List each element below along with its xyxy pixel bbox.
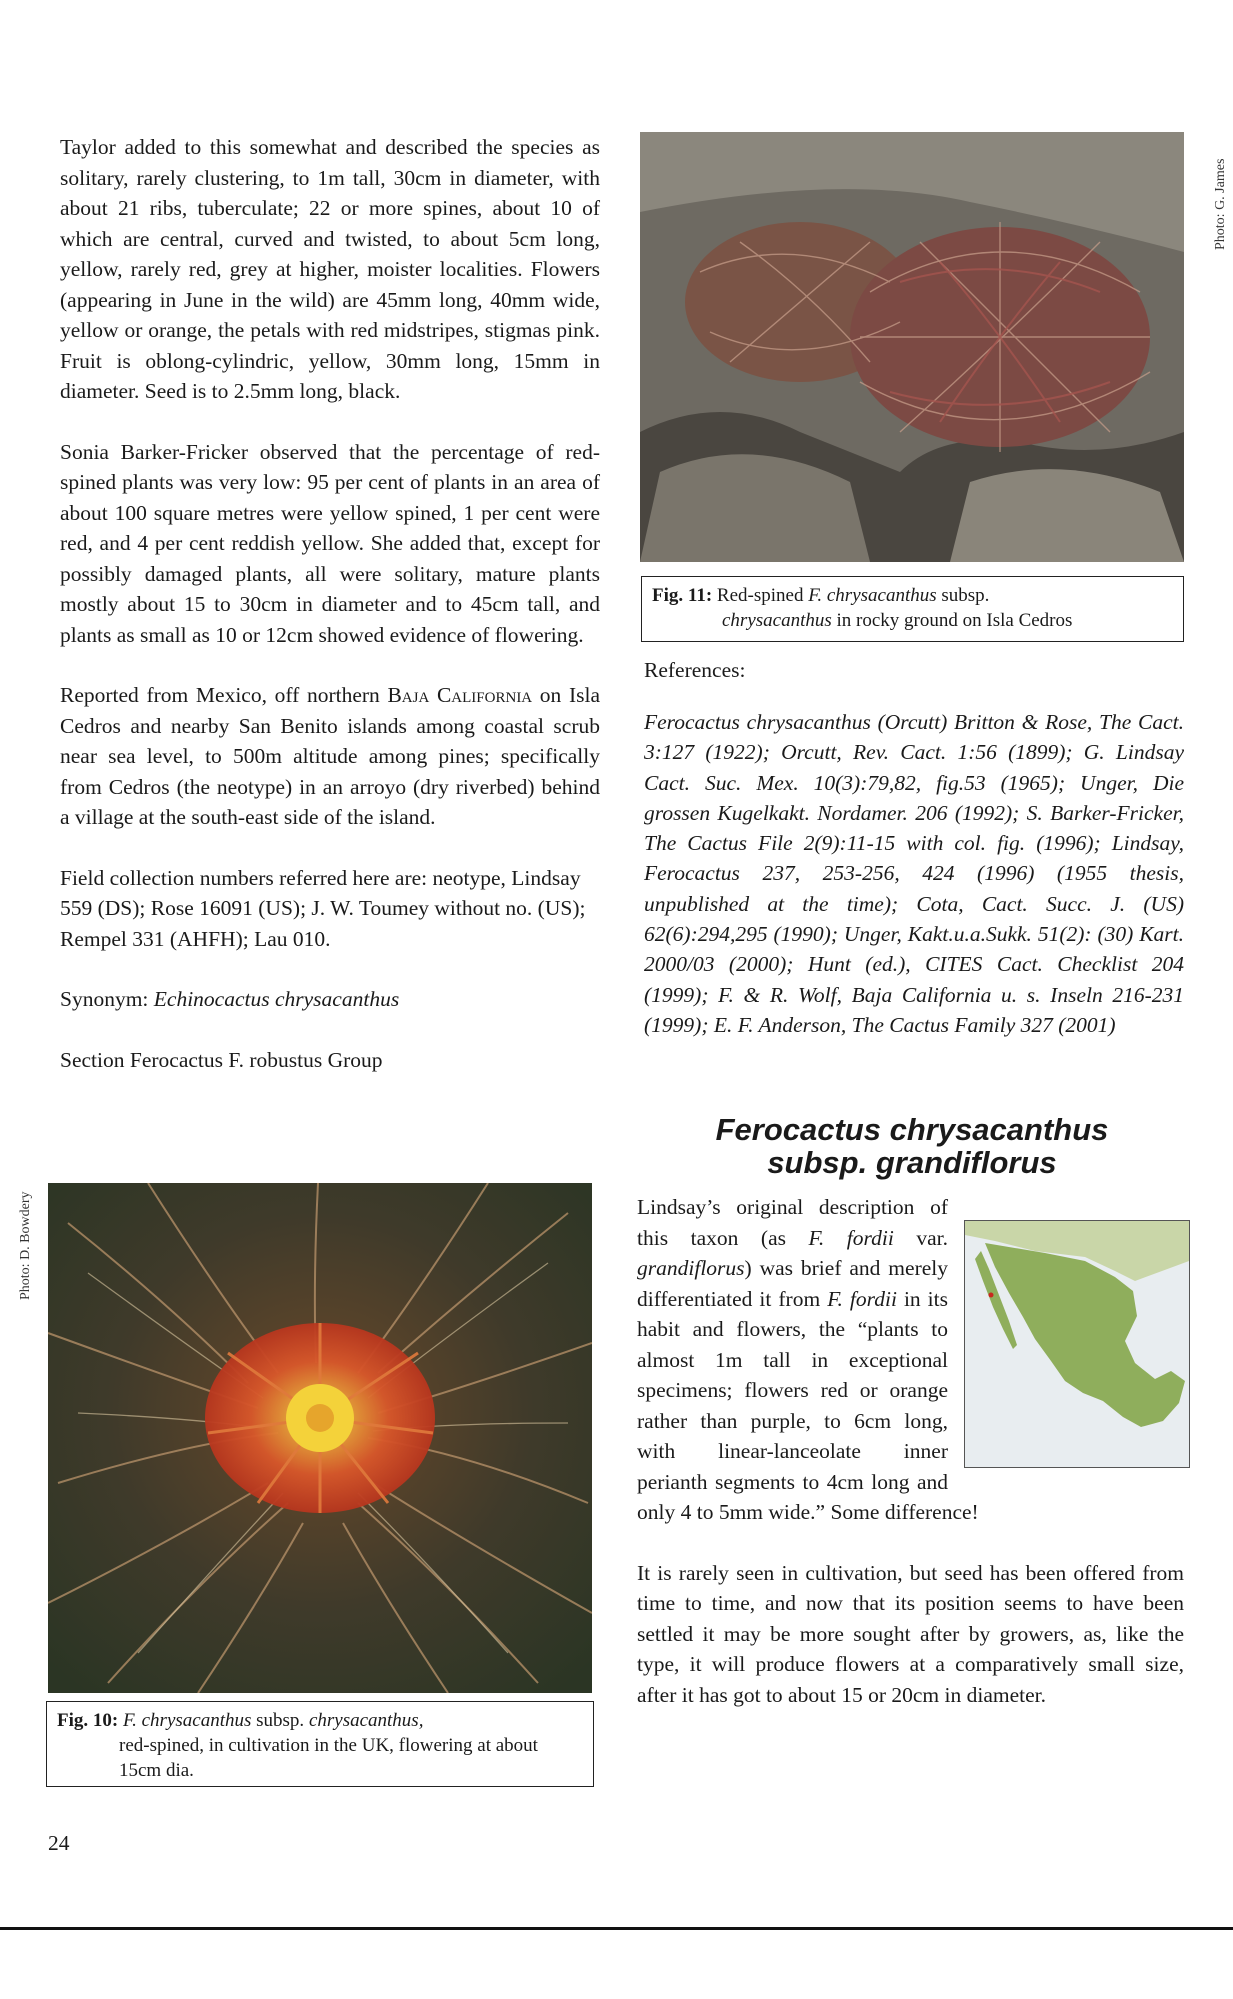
paragraph-observation: Sonia Barker-Fricker observed that the percentage of red-spined plants was very low: 95 per cent of plants in an area of about 100 square metres were yellow spined, 1 per cent were red, and 4 per cent reddish yellow. She added that, except for possibly damaged plants, all were solitary, mature plants mostly about 15 to 30cm in diameter and to 45cm tall, and plants as small as 10 or 12cm showed evidence of flowering.	[60, 439, 600, 647]
references-text: Ferocactus chrysacanthus (Orcutt) Britton & Rose, The Cact. 3:127 (1922); Orcutt, Rev. Cact. 1:56 (1899); G. Lindsay Cact. Suc. Mex. 10(3):79,82, fig.53 (1965); Unger, Die grossen Kugelkakt. Nordamer. 206 (1992); S. Barker-Fricker, The Cactus File 2(9):11-15 with col. fig. (1996); Lindsay, Ferocactus 237, 253-256, 424 (1996) (1955 thesis, unpublished at the time); Cota, Cact. Succ. J. (US) 62(6):294,295 (1990); Unger, Kakt.u.a.Sukk. 51(2): (30) Kart. 2000/03 (2000); Hunt (ed.), CITES Cact. Checklist 204 (1999); F. & R. Wolf, Baja California u. s. Inseln 216-231 (1999); E. F. Anderson, The Cactus Family 327 (2001)	[644, 710, 1184, 1037]
paragraph-lindsay-description: Lindsay’s original description of this taxon (as F. fordii var. grandiflorus) was brief and merely differentiated it from F. fordii in its habit and flowers, the “plants to almost 1m tall in exceptional specimens; flowers red or orange rather than purple, to 6cm long, with linear-lanceolate inner perianth segments to 4cm long and only 4 to 5mm wide.” Some difference!	[637, 1195, 979, 1524]
left-column	[60, 132, 600, 1075]
fig11-photo	[640, 132, 1184, 562]
subspecies-text	[637, 1192, 1184, 1710]
fig10-photo	[48, 1183, 592, 1693]
region-name: Baja California	[387, 683, 533, 707]
red-spined-cactus-image	[640, 132, 1184, 562]
paragraph-distribution: Reported from Mexico, off northern Baja California on Isla Cedros and nearby San Benito islands among coastal scrub near sea level, to 500m altitude among pines; specifically from Cedros (the neotype) in an arroyo (dry riverbed) behind a village at the south-east side of the island.	[60, 683, 600, 829]
page-number: 24	[48, 1831, 70, 1855]
fig11-photo-credit: Photo: G. James	[1213, 158, 1228, 250]
synonym-line: Synonym: Echinocactus chrysacanthus	[60, 987, 400, 1011]
cactus-flower-image	[48, 1183, 592, 1693]
paragraph-cultivation: It is rarely seen in cultivation, but seed has been offered from time to time, and now that its position seems to have been settled it may be more sought after by growers, as, like the type, it will produce flowers at a comparatively small size, after it has got to about 15 or 20cm in diameter.	[637, 1560, 1184, 1707]
bottom-rule	[0, 1927, 1233, 1930]
references-label: References:	[644, 658, 746, 682]
fig11-number: Fig. 11:	[652, 585, 713, 606]
fig11-caption: Fig. 11: Red-spined F. chrysacanthus subsp. chrysacanthus in rocky ground on Isla Cedros	[641, 576, 1184, 642]
section-line: Section Ferocactus F. robustus Group	[60, 1047, 383, 1072]
paragraph-field-numbers: Field collection numbers referred here are: neotype, Lindsay 559 (DS); Rose 16091 (US); J. W. Toumey without no. (US); Rempel 331 (AHFH); Lau 010.	[60, 865, 586, 951]
paragraph-description: Taylor added to this somewhat and described the species as solitary, rarely clustering, to 1m tall, 30cm in diameter, with about 21 ribs, tuberculate; 22 or more spines, about 10 of which are central, curved and twisted, to about 5cm long, yellow, rarely red, grey at higher, moister localities. Flowers (appearing in June in the wild) are 45mm long, 40mm wide, yellow or orange, the petals with red midstripes, stigmas pink. Fruit is oblong-cylindric, yellow, 30mm long, 15mm in diameter. Seed is to 2.5mm long, black.	[60, 135, 600, 403]
fig10-photo-credit: Photo: D. Bowdery	[18, 1191, 33, 1300]
subspecies-heading: Ferocactus chrysacanthus subsp. grandiflorus	[715, 1112, 1109, 1180]
fig10-number: Fig. 10:	[57, 1710, 119, 1731]
fig10-caption: Fig. 10: F. chrysacanthus subsp. chrysacanthus, red-spined, in cultivation in the UK, flowering at about 15cm dia.	[46, 1701, 594, 1787]
